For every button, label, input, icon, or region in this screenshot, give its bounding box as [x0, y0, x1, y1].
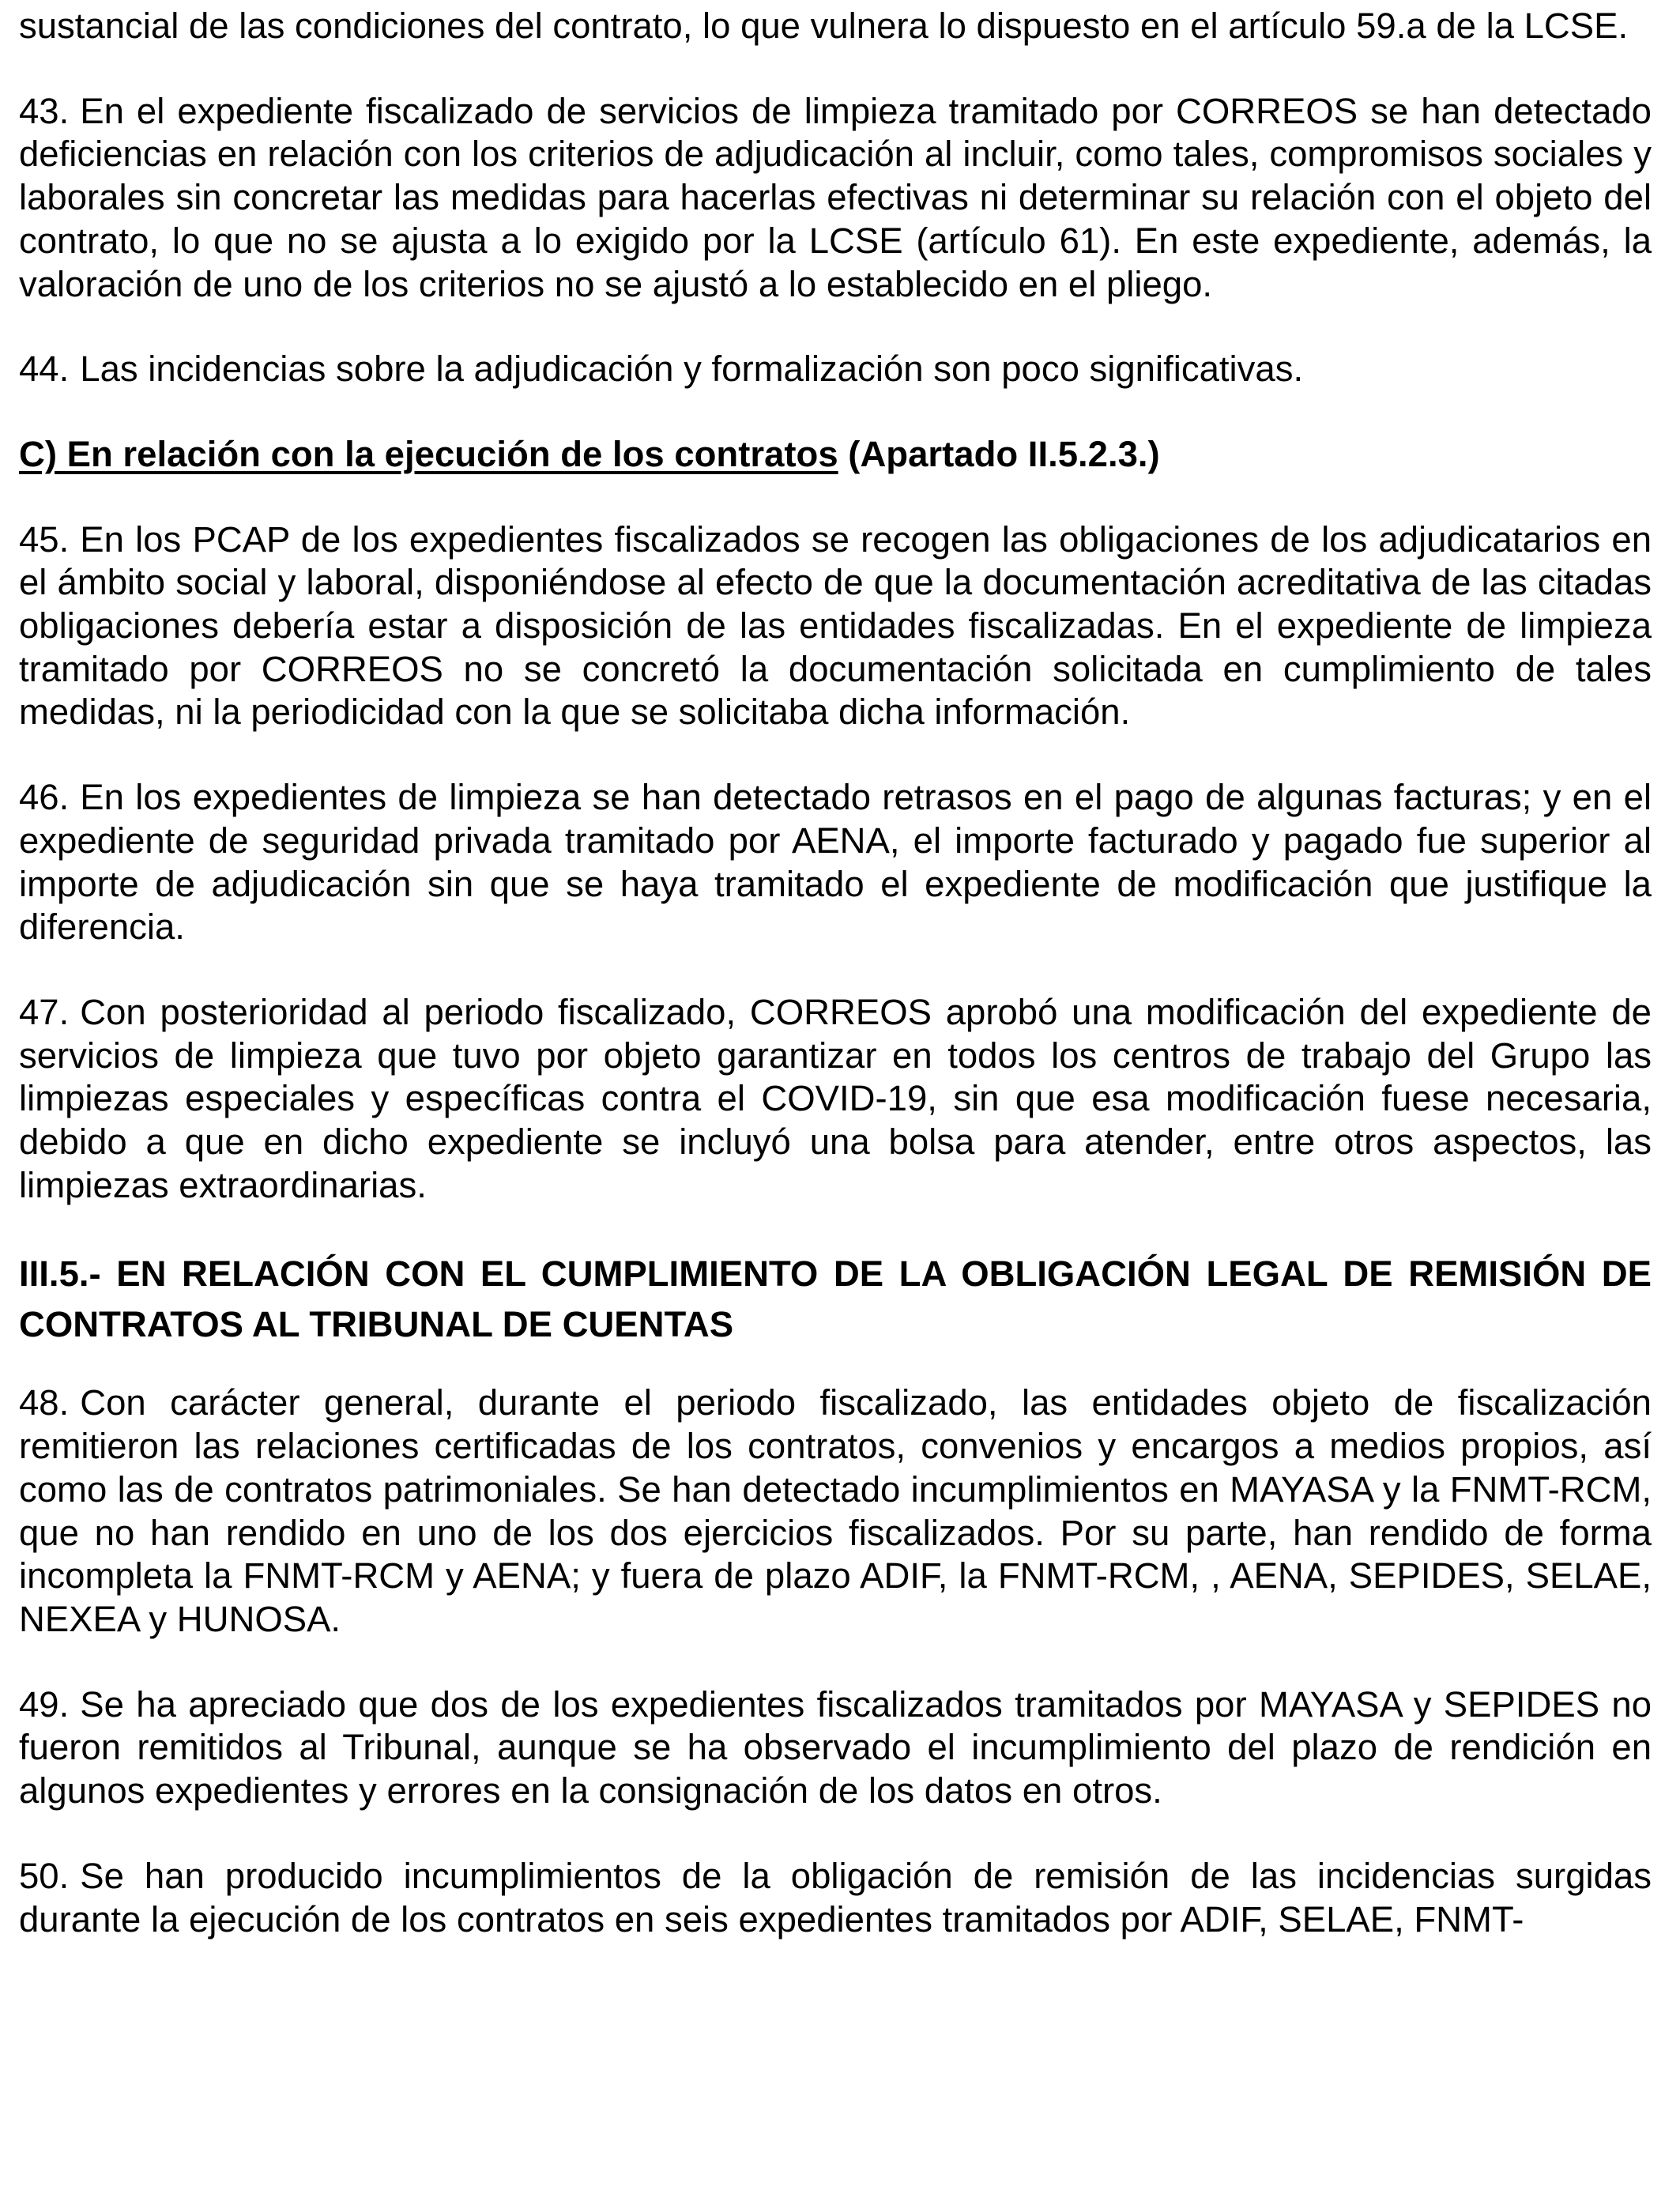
paragraph-49 [19, 1683, 1652, 1813]
paragraph-text: Las incidencias sobre la adjudicación y formalización son poco significativas. [80, 349, 1304, 390]
paragraph-44 [19, 348, 1652, 391]
paragraph-text: En los PCAP de los expedientes fiscalizados se recogen las obligaciones de los adjudicatarios en el ámbito social y laboral, disponiéndose al efecto de que la documentación acreditativa de las citadas obligaciones debería estar a disposición de las entidades fiscalizadas. En el expediente de limpieza tramitado por CORREOS no se concretó la documentación solicitada en cumplimiento de tales medidas, ni la periodicidad con la que se solicitaba dicha información. [19, 518, 1652, 733]
paragraph-text: Con carácter general, durante el periodo fiscalizado, las entidades objeto de fiscalización remitieron las relaciones certificadas de los contratos, convenios y encargos a medios propios, así como las de contratos patrimoniales. Se han detectado incumplimientos en MAYASA y la FNMT-RCM, que no han rendido en uno de los dos ejercicios fiscalizados. Por su parte, han rendido de forma incompleta la FNMT-RCM y AENA; y fuera de plazo ADIF, la FNMT-RCM, , AENA, SEPIDES, SELAE, NEXEA y HUNOSA. [19, 1382, 1652, 1639]
paragraph-number: 49. [19, 1683, 70, 1725]
paragraph-number: 45. [19, 518, 70, 560]
document-page [19, 5, 1652, 1941]
paragraph-text: Se han producido incumplimientos de la obligación de remisión de las incidencias surgidas durante la ejecución de los contratos en seis expedientes tramitados por ADIF, SELAE, FNMT- [19, 1855, 1652, 1940]
paragraph-47 [19, 991, 1652, 1208]
paragraph-46 [19, 776, 1652, 949]
paragraph-45 [19, 518, 1652, 735]
paragraph-text: Con posterioridad al periodo fiscalizado, CORREOS aprobó una modificación del expediente de servicios de limpieza que tuvo por objeto garantizar en todos los centros de trabajo del Grupo las limpiezas especiales y específicas contra el COVID-19, sin que esa modificación fuese necesaria, debido a que en dicho expediente se incluyó una bolsa para atender, entre otros aspectos, las limpiezas extraordinarias. [19, 991, 1652, 1205]
paragraph-50 [19, 1855, 1652, 1941]
paragraph-number: 47. [19, 991, 70, 1032]
paragraph-number: 48. [19, 1382, 70, 1423]
paragraph-number: 43. [19, 90, 70, 131]
section-c-reference: (Apartado II.5.2.3.) [848, 433, 1160, 474]
intro-fragment: sustancial de las condiciones del contrato, lo que vulnera lo dispuesto en el artículo 59.a de la LCSE. [19, 6, 1629, 46]
paragraph-43 [19, 90, 1652, 307]
chapter-heading: III.5.- EN RELACIÓN CON EL CUMPLIMIENTO DE LA OBLIGACIÓN LEGAL DE REMISIÓN DE CONTRATOS AL TRIBUNAL DE CUENTAS [19, 1253, 1652, 1345]
paragraph-text: En los expedientes de limpieza se han detectado retrasos en el pago de algunas facturas; y en el expediente de seguridad privada tramitado por AENA, el importe facturado y pagado fue superior al importe de adjudicación sin que se haya tramitado el expediente de modificación que justifique la diferencia. [19, 777, 1652, 948]
paragraph-text: Se ha apreciado que dos de los expedientes fiscalizados tramitados por MAYASA y SEPIDES no fueron remitidos al Tribunal, aunque se ha observado el incumplimiento del plazo de rendición en algunos expedientes y errores en la consignación de los datos en otros. [19, 1683, 1652, 1811]
paragraph-number: 50. [19, 1855, 70, 1896]
section-c-title: C) En relación con la ejecución de los contratos [19, 433, 838, 474]
section-c-heading [19, 433, 1652, 477]
paragraph-number: 46. [19, 777, 70, 818]
paragraph-48 [19, 1382, 1652, 1641]
paragraph-number: 44. [19, 349, 70, 390]
paragraph-text: En el expediente fiscalizado de servicios de limpieza tramitado por CORREOS se han detectado deficiencias en relación con los criterios de adjudicación al incluir, como tales, compromisos sociales y laborales sin concretar las medidas para hacerlas efectivas ni determinar su relación con el objeto del contrato, lo que no se ajusta a lo exigido por la LCSE (artículo 61). En este expediente, además, la valoración de uno de los criterios no se ajustó a lo establecido en el pliego. [19, 90, 1652, 304]
